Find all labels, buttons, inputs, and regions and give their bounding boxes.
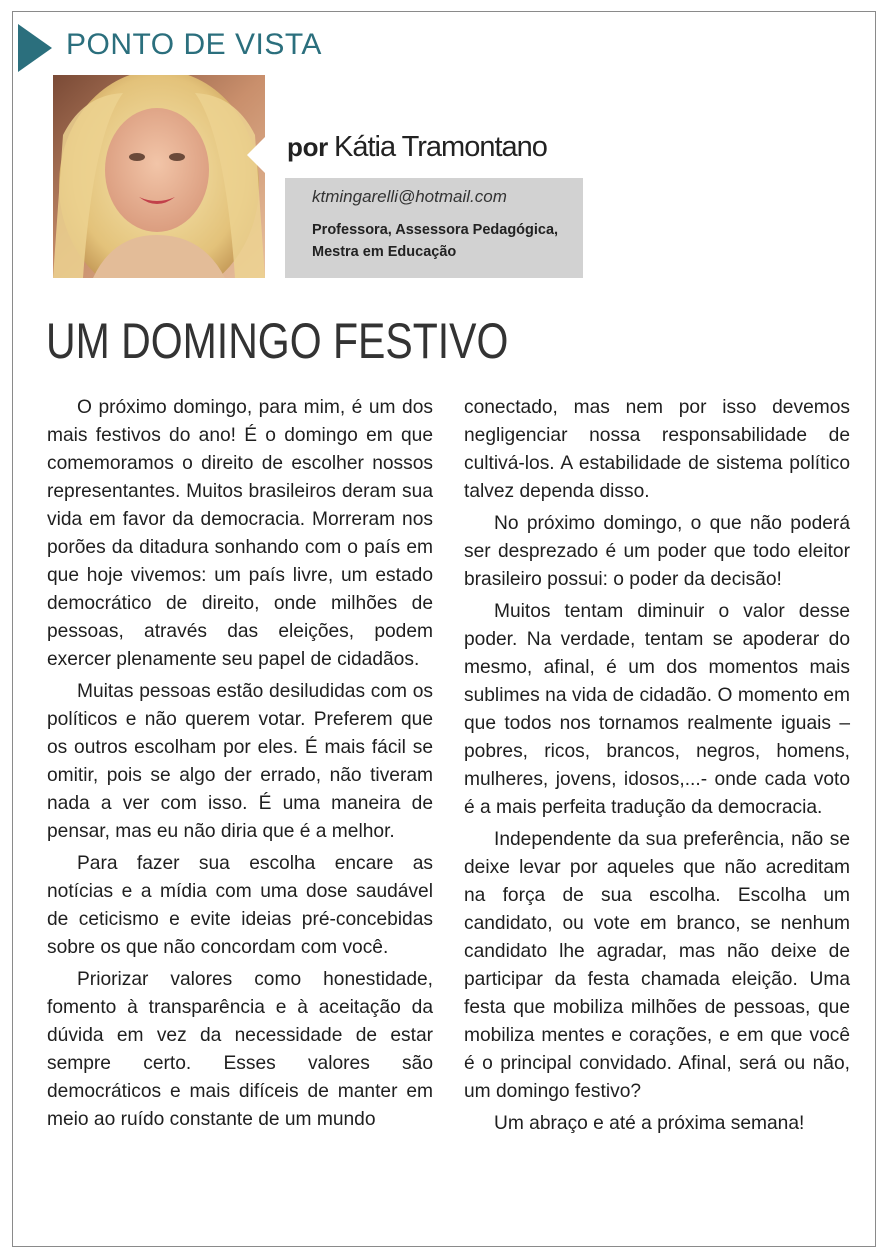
paragraph: No próximo domingo, o que não poderá ser desprezado é um poder que todo eleitor brasileiro possui: o poder da decisão! bbox=[464, 513, 850, 590]
section-label: PONTO DE VISTA bbox=[66, 28, 322, 61]
paragraph-continuation: conectado, mas nem por isso devemos negligenciar nossa responsabilidade de cultivá-los. A estabilidade de sistema político talvez dependa disso. bbox=[464, 397, 850, 502]
author-email: ktmingarelli@hotmail.com bbox=[312, 187, 507, 206]
paragraph: Independente da sua preferência, não se deixe levar por aqueles que não acreditam na força de sua escolha. Escolha um candidato, ou vote em branco, se nenhum candidato lhe agradar, mas não deixe de participar da festa chamada eleição. Uma festa que mobiliza milhões de pessoas, que mobiliza mentes e corações, e em que você é o principal convidado. Afinal, será ou não, um domingo festivo? bbox=[464, 829, 850, 1102]
paragraph: O próximo domingo, para mim, é um dos mais festivos do ano! É o domingo em que comemoramos o direito de escolher nossos representantes. Muitos brasileiros deram sua vida em favor da democracia. Morreram nos porões da ditadura sonhando com o país em que hoje vivemos: um país livre, um estado democrático de direito, onde milhões de pessoas, através das eleições, podem exercer plenamente seu papel de cidadãos. bbox=[47, 397, 433, 670]
photo-notch bbox=[247, 137, 265, 173]
author-info-box bbox=[285, 178, 583, 278]
article-column-left bbox=[47, 394, 433, 1138]
paragraph: Priorizar valores como honestidade, fomento à transparência e à aceitação da dúvida em vez da necessidade de estar sempre certo. Esses valores são democráticos e mais difíceis de manter em meio ao ruído constante de um mundo bbox=[47, 969, 433, 1130]
paragraph: Muitas pessoas estão desiludidas com os políticos e não querem votar. Preferem que os outros escolham por eles. É mais fácil se omitir, pois se algo der errado, não tiveram nada a ver com isso. É uma maneira de pensar, mas eu não diria que é a melhor. bbox=[47, 681, 433, 842]
article-title: UM DOMINGO FESTIVO bbox=[46, 313, 509, 369]
paragraph: Para fazer sua escolha encare as notícias e a mídia com uma dose saudável de ceticismo e evite ideias pré-concebidas sobre os que não concordam com você. bbox=[47, 853, 433, 958]
author-name: Kátia Tramontano bbox=[333, 131, 547, 163]
article-column-right bbox=[464, 394, 850, 1142]
byline-prefix: por bbox=[287, 132, 328, 162]
author-portrait-image bbox=[53, 75, 265, 278]
triangle-right-icon bbox=[18, 24, 52, 72]
closing-line: Um abraço e até a próxima semana! bbox=[494, 1113, 805, 1134]
author-photo bbox=[53, 75, 265, 278]
author-role: Professora, Assessora Pedagógica, Mestra em Educação bbox=[312, 222, 559, 260]
paragraph: Muitos tentam diminuir o valor desse poder. Na verdade, tentam se apoderar do mesmo, afinal, é um dos momentos mais sublimes na vida de cidadão. O momento em que todos nos tornamos realmente iguais – pobres, ricos, brancos, negros, homens, mulheres, jovens, idosos,...- onde cada voto é a mais perfeita tradução da democracia. bbox=[464, 601, 850, 818]
byline bbox=[287, 131, 547, 164]
